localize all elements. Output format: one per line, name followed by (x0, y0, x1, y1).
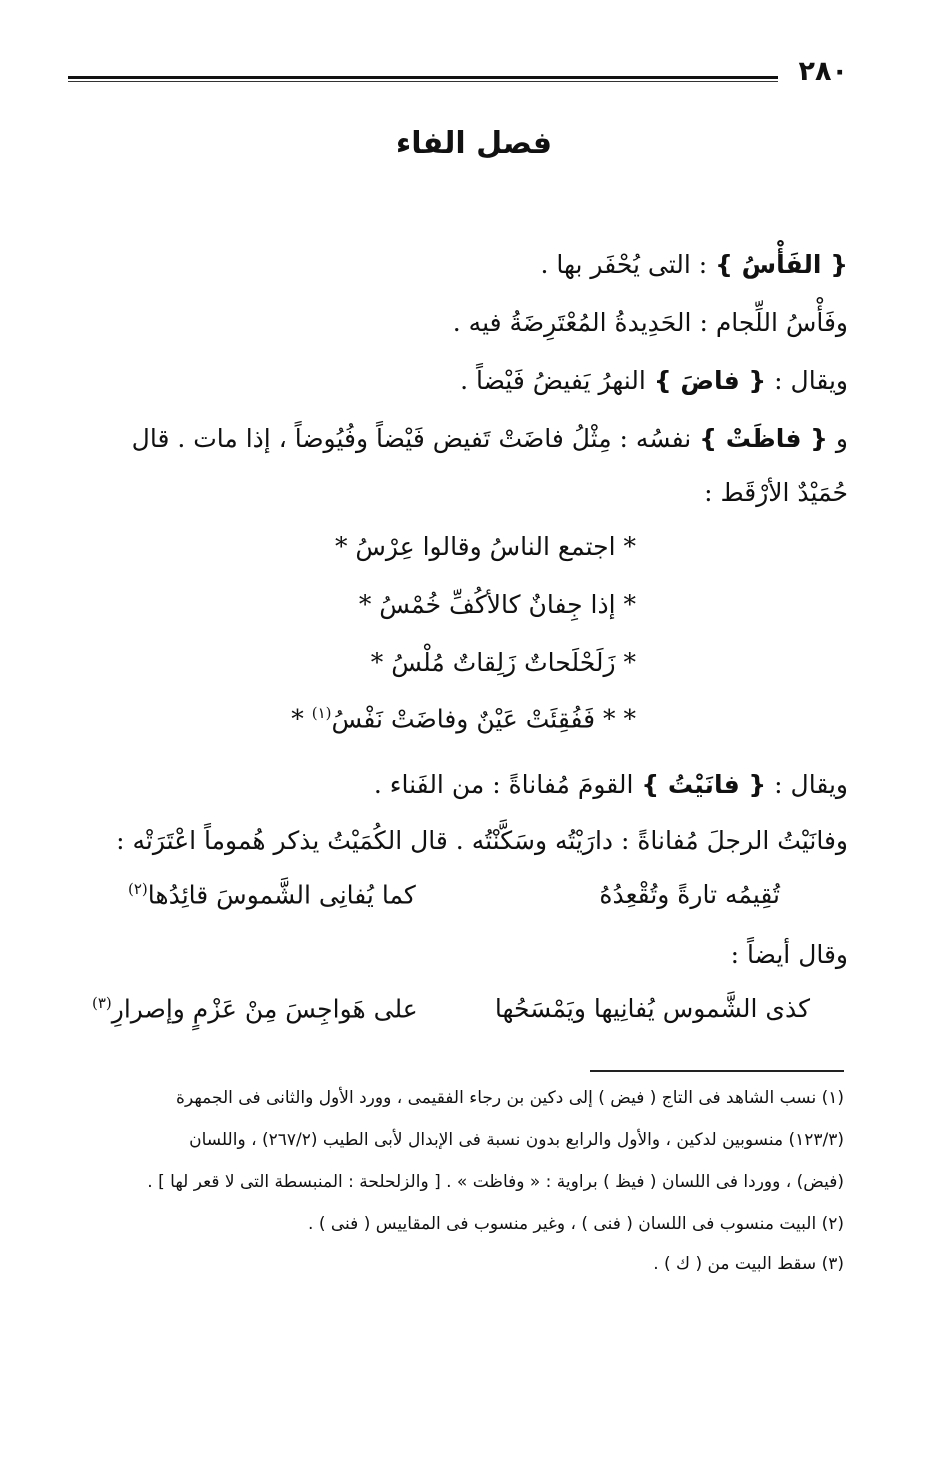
entry-line: وقال أيضاً : (730, 940, 848, 969)
verse-line: * * فَفُقِئَتْ عَيْنٌ وفاضَتْ نَفْسُ$^{(١)}$ * (291, 704, 636, 734)
verse-line: * إذا جِفانٌ كالأكُفِّ خُمْسُ * (358, 590, 636, 619)
entry-prefix: ويقال : (766, 770, 848, 799)
entry-prefix: و (827, 424, 848, 453)
entry-text: وفانَيْتُ الرجلَ مُفاناةً : دارَيْتُه وسَكَّنْتُه . قال الكُمَيْتُ يذكر هُموماً اعْتَرَتْه : (116, 826, 848, 855)
entry-headword: { فانَيْتُ } (641, 770, 767, 799)
verse-line: * اجتمع الناسُ وقالوا عِرْسُ * (334, 532, 636, 561)
footnote-ref: (٢) (128, 880, 148, 898)
poetry-couplet (128, 880, 780, 920)
entry-text: القومَ مُفاناةً : من الفَناء . (373, 770, 642, 799)
entry-line (58, 308, 848, 337)
entry-line (58, 424, 848, 453)
header-rule (68, 76, 778, 79)
header-rule-thin (68, 81, 778, 82)
hemistich-second (128, 880, 416, 909)
entry-headword: { الفَأْسُ } (715, 250, 848, 279)
footnote-ref: (٣) (92, 994, 112, 1012)
entry-line (58, 478, 848, 507)
entry-line (58, 366, 848, 395)
poetry-couplet (92, 994, 810, 1034)
entry-text: نفسُه : مِثْلُ فاضَتْ تَفيض فَيْضاً وفُيُوضاً ، إذا مات . قال (131, 424, 700, 453)
entry-prefix: ويقال : (766, 366, 848, 395)
entry-line (58, 826, 848, 855)
hemistich-second (92, 994, 418, 1023)
footnote-line: (٣) سقط البيت من ( ك ) . (653, 1254, 844, 1274)
chapter-title: فصل الفاء (395, 126, 553, 161)
footnote-line: (١) نسب الشاهد فى التاج ( فيض ) إلى دكين بن رجاء الفقيمى ، وورد الأول والثانى فى الجمهرة (176, 1088, 844, 1108)
entry-line (58, 250, 848, 279)
entry-text: : التى يُحْفَر بها . (540, 250, 716, 279)
footnote-rule (590, 1070, 844, 1072)
verse-text: * فَفُقِئَتْ عَيْنٌ وفاضَتْ نَفْسُ (331, 704, 616, 734)
footnote-line: (فيض) ، ووردا فى اللسان ( فيظ ) براوية : « وفاظت » . [ والزلحلحة : المنبسطة التى لا قعر لها ] . (147, 1172, 844, 1192)
entry-text: حُمَيْدٌ الأرْقَط : (704, 478, 848, 507)
page-number: ٢٨٠ (798, 56, 848, 87)
entry-headword: { فاظَتْ } (699, 424, 828, 453)
hemistich-first: تُقِيمُه تارةً وتُقْعِدُهُ (599, 880, 780, 909)
entry-line (58, 770, 848, 799)
entry-headword: { فاضَ } (653, 366, 767, 395)
footnote-ref: (١) (311, 704, 332, 722)
verse-line: * زَلَحْلَحاتٌ زَلِقاتٌ مُلْسُ * (370, 648, 636, 677)
hemistich-first: كذى الشَّموس يُفانِيها ويَمْسَحُها (494, 994, 810, 1023)
entry-text: النهرُ يَفيضُ فَيْضاً . (460, 366, 654, 395)
footnote-line: (٢) البيت منسوب فى اللسان ( فنى ) ، وغير منسوب فى المقاييس ( فنى ) . (308, 1214, 844, 1234)
hemistich-text: كما يُفانِى الشَّموسَ قائِدُها (147, 880, 416, 910)
footnote-line: (١٢٣/٣) منسوبين لدكين ، والأول والرابع بدون نسبة فى الإبدال لأبى الطيب (٢٦٧/٢) ، واللسان (189, 1130, 844, 1150)
entry-text: وفَأْسُ اللِّجام : الحَدِيدةُ المُعْتَرِضَةُ فيه . (452, 308, 848, 337)
hemistich-text: على هَواجِسَ مِنْ عَزْمٍ وإصرارِ (111, 994, 418, 1024)
